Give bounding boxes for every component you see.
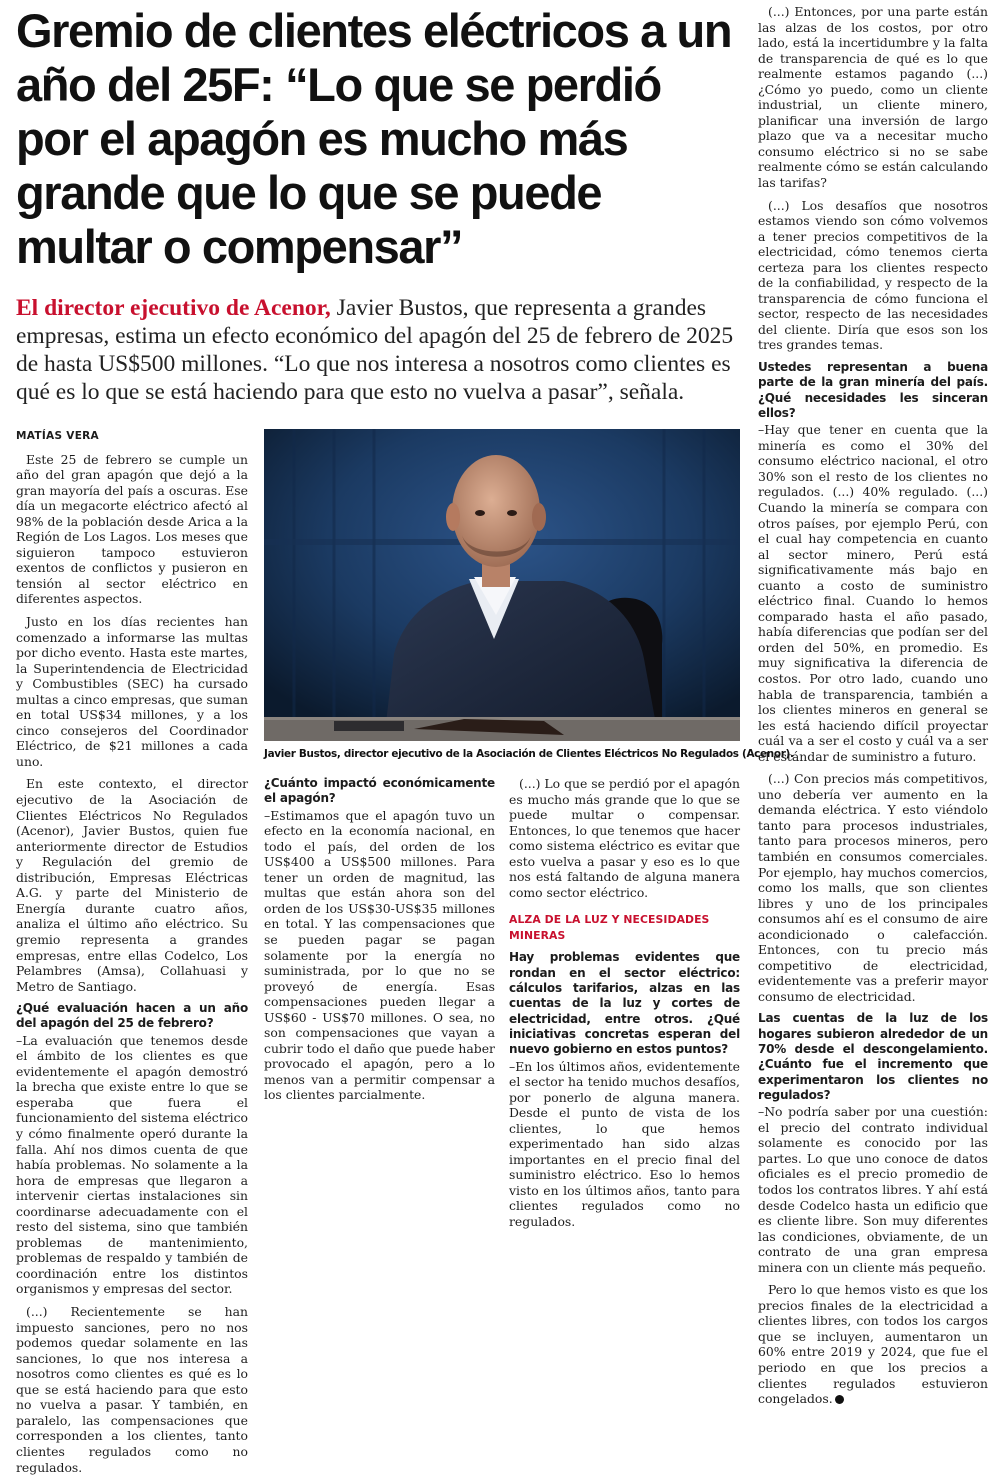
deck-text: Javier Bustos, que representa a grandes empresas, estima un efecto económico del apagón del 25 de febrero de 2025 de hasta US$500 millones. “Lo que nos interesa a nosotros como clientes es qué es lo que se está haciendo para que esto no vuelva a pasar”, señala. bbox=[16, 295, 734, 405]
paragraph: (...) Lo que se perdió por el apagón es mucho más grande que lo que se puede multar o compensar. Entonces, lo que tenemos que hacer como sistema eléctrico es evitar que esto vuelva a pasar y eso es lo que nos está faltando de alguna manera como sector eléctrico. bbox=[509, 776, 740, 900]
portrait-photo bbox=[264, 429, 740, 741]
end-of-article-icon bbox=[835, 1395, 844, 1404]
question: Las cuentas de la luz de los hogares subieron alrededor de un 70% desde el descongelamiento. ¿Cuánto fue el incremento que experimentaron los clientes no regulados? bbox=[758, 1011, 988, 1102]
paragraph: Este 25 de febrero se cumple un año del gran apagón que dejó a la gran mayoría del país a oscuras. Ese día un megacorte eléctrico afectó al 98% de la población desde Arica a la Región de Los Lagos. Los meses que siguieron tampoco estuvieron exentos de conflictos y pusieron en tensión al sector eléctrico en diferentes aspectos. bbox=[16, 451, 248, 607]
paragraph-text: Pero lo que hemos visto es que los precios finales de la electricidad a clientes libres, con todos los cargos que se incluyen, aumentaron un 60% entre 2019 y 2024, que fue el periodo en que los precios a clientes regulados estuvieron congelados. bbox=[758, 1282, 988, 1407]
paragraph bbox=[758, 1282, 988, 1406]
column-4 bbox=[758, 4, 988, 1407]
question: ¿Qué evaluación hacen a un año del apagón del 25 de febrero? bbox=[16, 1001, 248, 1031]
question: ¿Cuánto impactó económicamente el apagón? bbox=[264, 776, 495, 806]
headline: Gremio de clientes eléctricos a un año del 25F: “Lo que se perdió por el apagón es mucho más grande que lo que se puede multar o compensar” bbox=[16, 4, 732, 273]
byline: MATÍAS VERA bbox=[16, 430, 99, 442]
paragraph: (...) Los desafíos que nosotros estamos viendo son cómo volvemos a tener precios competitivos de la electricidad, cómo tenemos cierta certeza para los clientes respecto de la confiabilidad, y respecto de la transparencia de cómo funciona el sector, respecto de las necesidades del cliente. Diría que esos son los tres grandes temas. bbox=[758, 197, 988, 353]
column-1 bbox=[16, 429, 248, 1475]
paragraph: (...) Con precios más competitivos, uno debería ver aumento en la demanda eléctrica. Y esto viéndolo tanto para procesos industriales, tanto para procesos mineros, pero también en consumos comerciales. Por ejemplo, hay muchos comercios, como los malls, que son clientes libres y uno de los principales consumos ahí es el consumo de aire acondicionado o calefacción. Entonces, con tu precio más competitivo de electricidad, evidentemente vas a preferir mayor consumo de electricidad. bbox=[758, 771, 988, 1004]
paragraph: (...) Recientemente se han impuesto sanciones, pero no nos podemos quedar solamente en las sanciones, lo que nos interesa a nosotros como clientes es qué es lo que se está haciendo para que esto no vuelva a pasar. Y también, en paralelo, las compensaciones que corresponden a los clientes, tanto clientes regulados como no regulados. bbox=[16, 1304, 248, 1475]
photo-caption: Javier Bustos, director ejecutivo de la Asociación de Clientes Eléctricos No Regulados (Acenor). bbox=[264, 748, 794, 760]
paragraph: –No podría saber por una cuestión: el precio del contrato individual solamente es conocido por las partes. Lo que uno conoce de datos oficiales es el precio promedio de todos los contratos libres. Y ahí está desde Codelco hasta un edificio que es cliente libre. Son muy diferentes las condiciones, obviamente, de un contrato de una gran empresa minera con un cliente más pequeño. bbox=[758, 1104, 988, 1275]
question: Ustedes representan a buena parte de la gran minería del país. ¿Qué necesidades les sinceran ellos? bbox=[758, 360, 988, 420]
column-3 bbox=[509, 776, 740, 1230]
paragraph: (...) Entonces, por una parte están las alzas de los costos, por otro lado, está la incertidumbre y la falta de transparencia de qué es lo que realmente estamos pagando (...) ¿Cómo yo puedo, como un cliente industrial, un cliente minero, planificar una inversión de largo plazo que va a necesitar mucho consumo eléctrico si no se sabe realmente cómo se están calculando las tarifas? bbox=[758, 4, 988, 191]
column-2 bbox=[264, 776, 495, 1156]
paragraph: –Estimamos que el apagón tuvo un efecto en la economía nacional, en todo el país, del orden de los US$400 a US$500 millones. Para tener un orden de magnitud, las multas que están ahora son del orden de los US$30-US$35 millones en total. Y las compensaciones que se pueden pagar se pagan solamente por la energía no suministrada, por lo que no se proveyó de energía. Esas compensaciones pueden llegar a US$60 - US$70 millones. O sea, no son compensaciones que vayan a cubrir todo el daño que puede haber provocado el apagón, pero a lo menos van a permitir compensar a los clientes parcialmente. bbox=[264, 807, 495, 1103]
paragraph: Justo en los días recientes han comenzado a informarse las multas por dicho evento. Hasta este martes, la Superintendencia de Electricidad y Combustibles (SEC) ha cursado multas a cinco empresas, que suman en total US$34 millones, y a los cinco consejeros del Coordinador Eléctrico, de $21 millones a cada uno. bbox=[16, 614, 248, 769]
portrait-illustration bbox=[264, 429, 740, 741]
deck bbox=[16, 294, 736, 406]
section-heading: ALZA DE LA LUZ Y NECESIDADES MINERAS bbox=[509, 913, 710, 942]
paragraph: En este contexto, el director ejecutivo de la Asociación de Clientes Eléctricos No Regulados (Acenor), Javier Bustos, quien fue anteriormente director de Estudios y Regulación del gremio de distribución, Empresas Eléctricas A.G. y parte del Ministerio de Energía durante cuatro años, analiza el último año eléctrico. Su gremio representa a grandes empresas, entre ellas Codelco, Los Pelambres (Amsa), Collahuasi y Metro de Santiago. bbox=[16, 776, 248, 994]
question: Hay problemas evidentes que rondan en el sector eléctrico: cálculos tarifarios, alzas en las cuentas de la luz y cortes de electricidad, entre otros. ¿Qué iniciativas concretas esperan del nuevo gobierno en estos puntos? bbox=[509, 950, 740, 1057]
paragraph: –La evaluación que tenemos desde el ámbito de los clientes es que evidentemente el apagón demostró la brecha que existe entre lo que se esperaba que fuera el funcionamiento del sistema eléctrico y cómo finalmente operó durante la falla. Ahí nos dimos cuenta de que había problemas. No solamente a la hora de empresas que llegaron a intervenir ciertas instalaciones sin coordinarse adecuadamente con el resto del sistema, sino que también problemas de mantenimiento, problemas de respaldo y también de coordinación entre los distintos organismos y empresas del sector. bbox=[16, 1032, 248, 1297]
deck-lead: El director ejecutivo de Acenor, bbox=[16, 295, 331, 321]
paragraph: –Hay que tener en cuenta que la minería es como el 30% del consumo eléctrico nacional, el otro 30% son el resto de los clientes no regulados. (...) 40% regulado. (...) Cuando la minería se compara con otros países, por ejemplo Perú, con el cual hay competencia en cuanto al sector minero, Perú está significativamente más bajo en cuanto a costo de suministro eléctrico final. Cuando lo hemos comparado hasta el año pasado, había diferencias que podían ser del orden del 50%, en promedio. Es muy significativa la diferencia de costos. Por otro lado, cuando uno habla de transparencia, también a los clientes mineros en general se les está haciendo difícil proyectar cuál va a ser el costo y cuál va a ser el estándar de suministro a futuro. bbox=[758, 422, 988, 764]
paragraph: –En los últimos años, evidentemente el sector ha tenido muchos desafíos, por ponerlo de alguna manera. Desde el punto de vista de los clientes, lo que hemos experimentado han sido alzas importantes en el precio final del suministro eléctrico. Eso lo hemos visto en los últimos años, tanto para clientes regulados como no regulados. bbox=[509, 1058, 740, 1230]
